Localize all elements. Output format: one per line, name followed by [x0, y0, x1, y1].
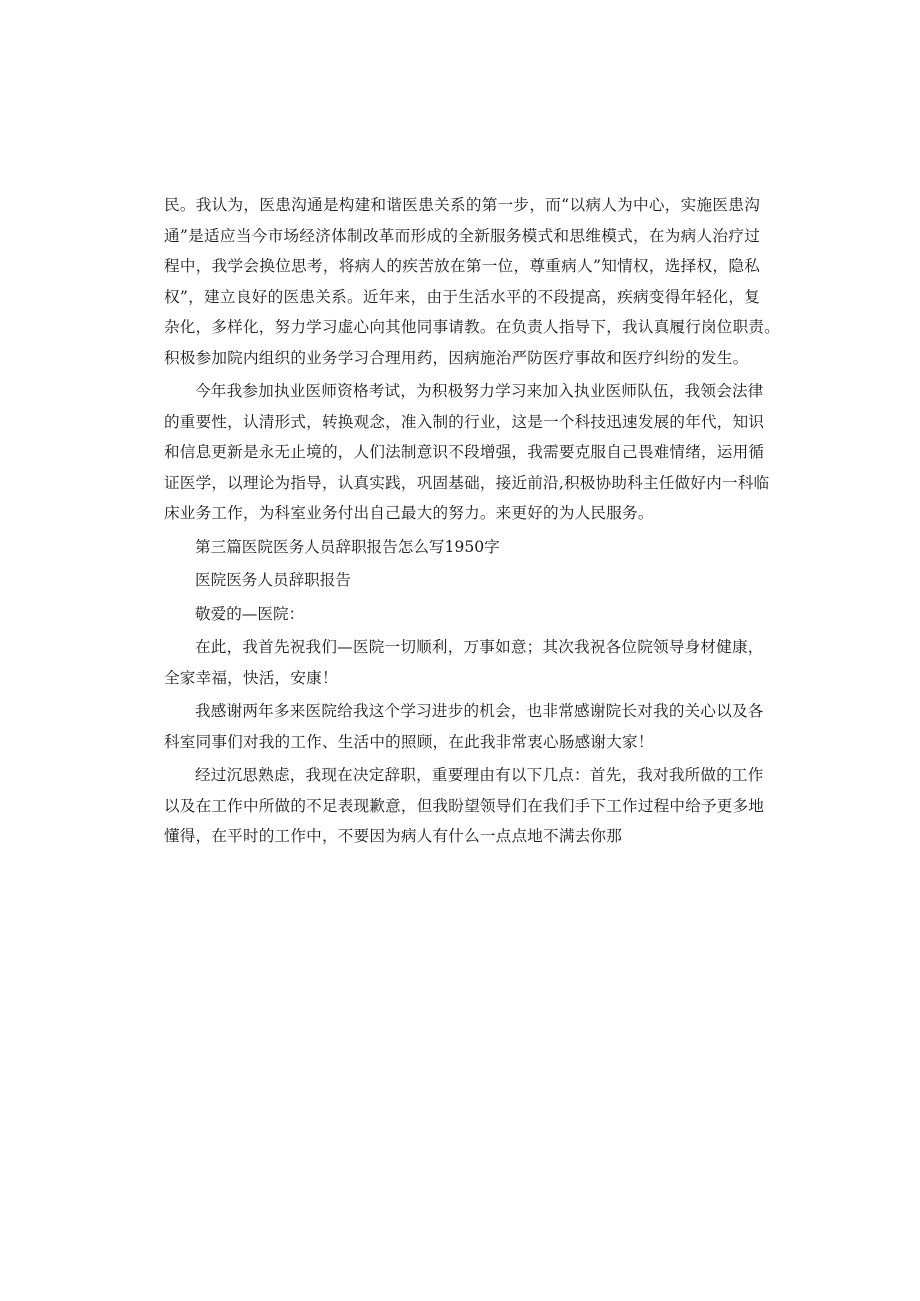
section-heading: 第三篇医院医务人员辞职报告怎么写1950字	[195, 537, 500, 556]
text-line: 床业务工作，为科室业务付出自己最大的努力。来更好的为人民服务。	[164, 504, 654, 522]
text-line: 我感谢两年多来医院给我这个学习进步的机会，也非常感谢院长对我的关心以及各	[195, 702, 764, 720]
text-line: 的重要性，认清形式，转换观念，准入制的行业，这是一个科技迅速发展的年代，知识	[164, 412, 765, 431]
paragraph-5	[164, 760, 765, 852]
text-line: 全家幸福，快活，安康！	[164, 668, 338, 687]
paragraph-4	[164, 696, 764, 757]
text-line: 以及在工作中所做的不足表现歉意，但我盼望领导们在我们手下工作过程中给予更多地	[164, 796, 765, 815]
text-line: 民。我认为，医患沟通是构建和谐医患关系的第一步，而“以病人为中心，实施医患沟	[164, 196, 760, 214]
report-title: 医院医务人员辞职报告	[195, 571, 351, 589]
text-line: 懂得，在平时的工作中，不要因为病人有什么一点点地不满去你那	[164, 827, 623, 845]
text-line: 今年我参加执业医师资格考试，为积极努力学习来加入执业医师队伍，我领会法律	[195, 382, 764, 400]
text-line: 经过沉思熟虑，我现在决定辞职，重要理由有以下几点：首先，我对我所做的工作	[195, 766, 764, 784]
text-line: 积极参加院内组织的业务学习合理用药，因病施治严防医疗事故和医疗纠纷的发生。	[164, 348, 749, 367]
text-line: 通”是适应当今市场经济体制改革而形成的全新服务模式和思维模式，在为病人治疗过	[164, 226, 760, 245]
text-line: 科室同事们对我的工作、生活中的照顾，在此我非常衷心肠感谢大家！	[164, 732, 654, 751]
text-line: 权”，建立良好的医患关系。近年来，由于生活水平的不段提高，疾病变得年轻化，复	[164, 287, 760, 306]
text-line: 证医学，以理论为指导，认真实践，巩固基础，接近前沿,积极协助科主任做好内一科临	[164, 473, 770, 492]
paragraph-2	[164, 376, 770, 529]
document-page	[164, 190, 780, 855]
text-line: 程中，我学会换位思考，将病人的疾苦放在第一位，尊重病人”知情权，选择权，隐私	[164, 257, 760, 275]
text-line: 杂化，多样化，努力学习虚心向其他同事请教。在负责人指导下，我认真履行岗位职责。	[164, 318, 780, 336]
text-line: 和信息更新是永无止境的，人们法制意识不段增强，我需要克服自己畏难情绪，运用循	[164, 443, 765, 461]
paragraph-3	[164, 632, 764, 693]
text-line: 在此，我首先祝我们—医院一切顺利，万事如意；其次我祝各位院领导身材健康，	[195, 638, 764, 656]
salutation: 敬爱的—医院：	[195, 604, 305, 623]
paragraph-1	[164, 190, 780, 373]
